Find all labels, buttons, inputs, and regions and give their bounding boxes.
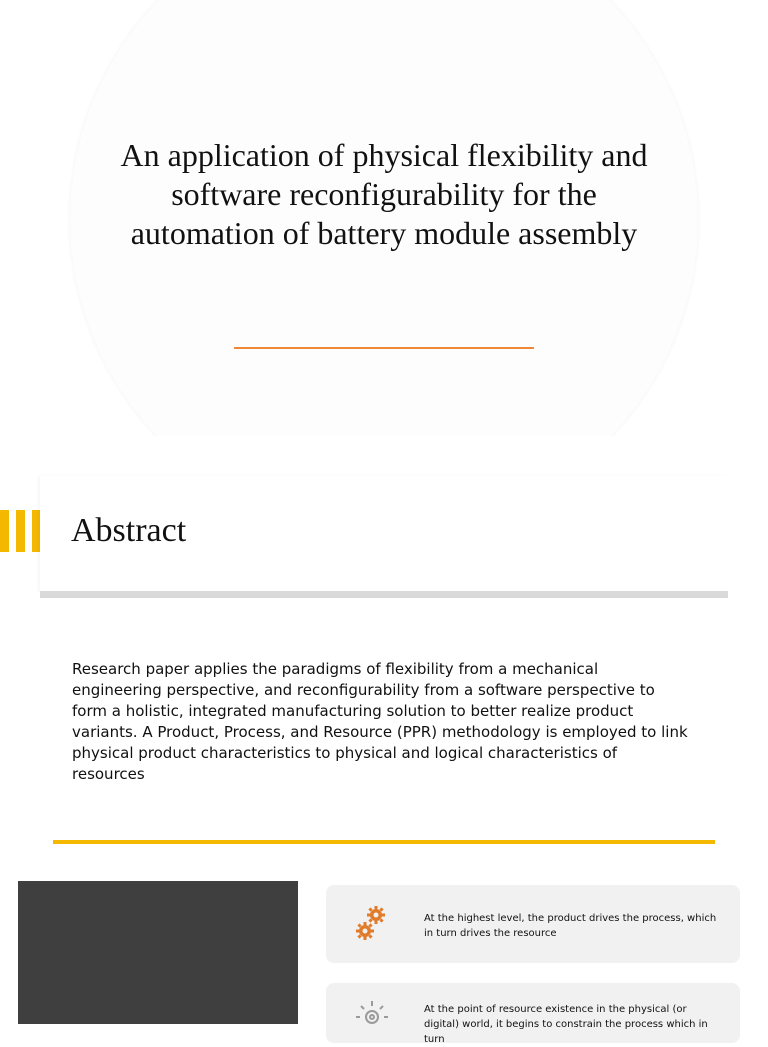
accent-bars bbox=[0, 510, 42, 552]
title-slide bbox=[0, 0, 768, 436]
abstract-body: Research paper applies the paradigms of flexibility from a mechanical engineering perspective, and reconfigurability from a software perspective to form a holistic, integrated manufacturing solution to better realize product variants. A Product, Process, and Resource (PPR) methodology is employed to link physical product characteristics to physical and logical characteristics of resources bbox=[72, 660, 688, 783]
paper-title: An application of physical flexibility and software reconfigurability for the automation of battery module assembly bbox=[120, 137, 648, 251]
section-divider bbox=[53, 840, 715, 844]
title-underline bbox=[234, 347, 534, 349]
abstract-divider bbox=[40, 591, 728, 598]
card-1-text: At the highest level, the product drives the process, which in turn drives the resource bbox=[424, 913, 717, 939]
ppr-card-2 bbox=[326, 983, 740, 1043]
dark-image-panel bbox=[18, 881, 298, 1024]
ppr-card-1 bbox=[326, 885, 740, 963]
gears-icon bbox=[352, 903, 392, 943]
abstract-heading: Abstract bbox=[71, 512, 187, 549]
gear-sun-icon bbox=[352, 997, 392, 1037]
card-2-text: At the point of resource existence in the physical (or digital) world, it begins to constrain the process which in turn bbox=[424, 1004, 708, 1045]
